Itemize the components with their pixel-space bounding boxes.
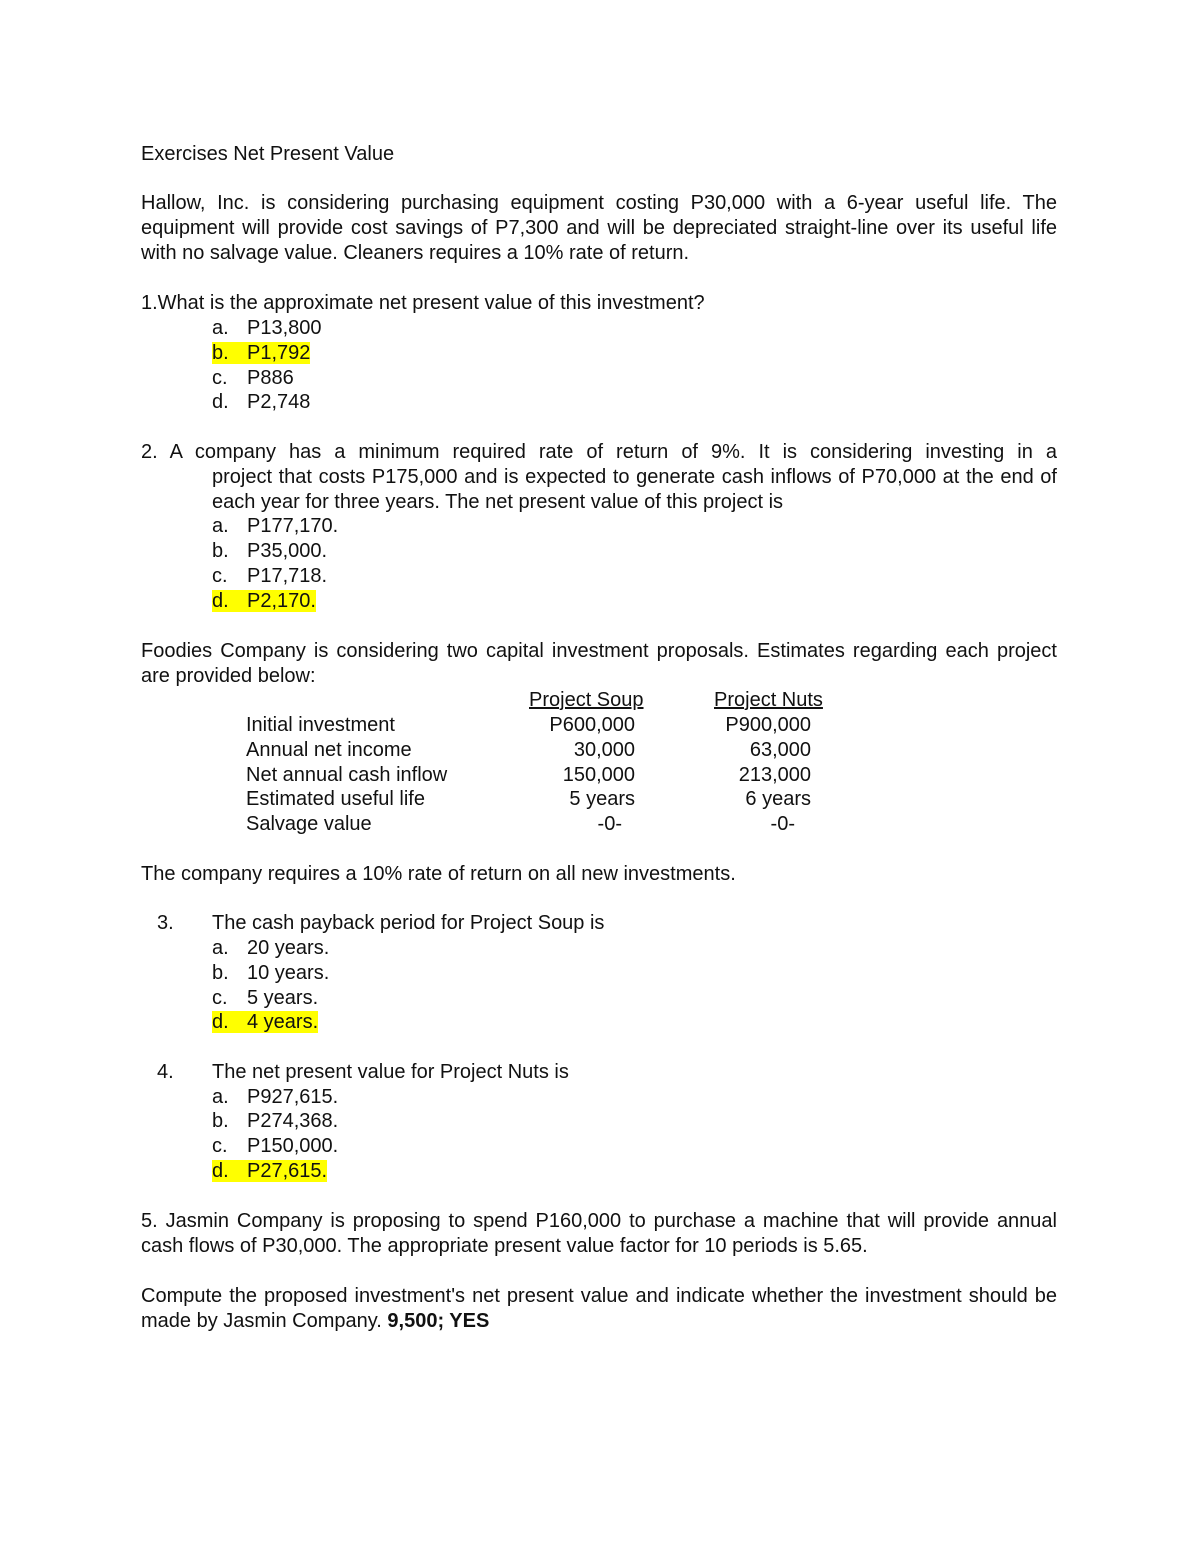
foodies-intro-paragraph: Foodies Company is considering two capital investment proposals. Estimates regarding each project are provided below: (141, 640, 1057, 687)
table-cell-soup: P600,000 (549, 714, 635, 736)
question-3: The cash payback period for Project Soup is (212, 912, 605, 934)
table-header-project-nuts: Project Nuts (714, 689, 823, 711)
question-5-answer: 9,500; YES (387, 1310, 490, 1332)
q1-option-d: d. P2,748 (212, 391, 311, 413)
question-2-first-line: 2. A company has a minimum required rate of return of 9%. It is considering investing in a (141, 441, 1057, 463)
q2-option-c: c. P17,718. (212, 565, 328, 587)
table-cell-soup: 5 years (569, 788, 635, 810)
q3-option-d: d. 4 years. (212, 1011, 319, 1033)
table-row-label: Estimated useful life (246, 788, 425, 810)
table-row-label: Salvage value (246, 813, 372, 835)
question-3-number: 3. (157, 912, 174, 934)
question-2-continuation: project that costs P175,000 and is expected to generate cash inflows of P70,000 at the end of each year for three years. The net present value of this project is (212, 466, 1057, 513)
q4-option-b: b. P274,368. (212, 1110, 339, 1132)
q1-option-a: a. P13,800 (212, 317, 322, 339)
question-4-number: 4. (157, 1061, 174, 1083)
q4-option-c: c. P150,000. (212, 1135, 339, 1157)
question-1: 1.What is the approximate net present value of this investment? (141, 292, 705, 314)
q1-option-b: b. P1,792 (212, 342, 311, 364)
table-row-label: Net annual cash inflow (246, 764, 448, 786)
question-4: The net present value for Project Nuts is (212, 1061, 569, 1083)
table-cell-nuts: 6 years (745, 788, 811, 810)
table-cell-soup: 30,000 (573, 739, 635, 761)
table-cell-soup: 150,000 (562, 764, 635, 786)
table-header-project-soup: Project Soup (529, 689, 644, 711)
q3-option-c: c. 5 years. (212, 987, 319, 1009)
rate-requirement: The company requires a 10% rate of return on all new investments. (141, 863, 736, 885)
q2-option-a: a. P177,170. (212, 515, 339, 537)
table-cell-nuts: 63,000 (749, 739, 811, 761)
q1-option-c: c. P886 (212, 367, 294, 389)
hallow-intro-paragraph: Hallow, Inc. is considering purchasing equipment costing P30,000 with a 6-year useful life. The equipment will provide cost savings of P7,300 and will be depreciated straight-line over its useful life with no salvage value. Cleaners requires a 10% rate of return. (141, 192, 1057, 264)
q3-option-b: b. 10 years. (212, 962, 330, 984)
question-5-prompt: Compute the proposed investment's net present value and indicate whether the investment should be made by Jasmin Company. 9,500; YES (141, 1285, 1057, 1332)
table-cell-nuts: 213,000 (738, 764, 811, 786)
table-cell-soup: -0- (597, 813, 622, 835)
table-cell-nuts: P900,000 (725, 714, 811, 736)
table-row-label: Initial investment (246, 714, 395, 736)
q2-option-d: d. P2,170. (212, 590, 316, 612)
table-cell-nuts: -0- (770, 813, 795, 835)
q4-option-d: d. P27,615. (212, 1160, 328, 1182)
table-row-label: Annual net income (246, 739, 412, 761)
q3-option-a: a. 20 years. (212, 937, 330, 959)
question-5: 5. Jasmin Company is proposing to spend P160,000 to purchase a machine that will provide annual cash flows of P30,000. The appropriate present value factor for 10 periods is 5.65. (141, 1210, 1057, 1257)
document-title: Exercises Net Present Value (141, 143, 395, 165)
q4-option-a: a. P927,615. (212, 1086, 339, 1108)
q2-option-b: b. P35,000. (212, 540, 328, 562)
